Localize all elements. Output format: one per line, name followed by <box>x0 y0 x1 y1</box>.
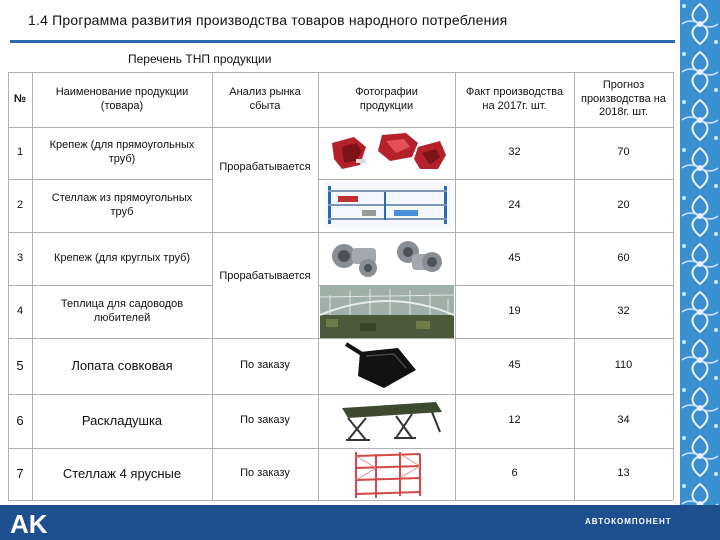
row-forecast: 70 <box>617 146 630 159</box>
table-caption: Перечень ТНП продукции <box>128 52 272 66</box>
row-name: Лопата совковая <box>71 357 173 373</box>
row-fact: 6 <box>511 467 518 480</box>
header-photo: Фотографии продукции <box>355 85 418 112</box>
rack-photo-icon <box>324 182 452 228</box>
row-forecast: 60 <box>617 251 630 264</box>
fastener-round-photo-icon <box>322 232 452 284</box>
fastener-rect-photo-icon <box>326 129 450 177</box>
row-market: По заказу <box>240 414 290 427</box>
header-name: Наименование продукции (товара) <box>55 85 189 112</box>
title-divider <box>10 40 675 43</box>
greenhouse-photo-icon <box>320 285 454 338</box>
row-forecast: 32 <box>617 304 630 317</box>
row-forecast: 20 <box>617 198 630 211</box>
row-forecast: 13 <box>617 467 630 480</box>
header-fact: Факт производства на 2017г. шт. <box>465 85 564 112</box>
ornament-pattern-icon <box>680 0 720 540</box>
row-num: 3 <box>16 251 24 264</box>
market-status: Прорабатывается <box>219 270 311 283</box>
market-status: Прорабатывается <box>219 161 311 174</box>
row-num: 2 <box>16 198 24 211</box>
row-num: 7 <box>16 465 24 481</box>
slide-title: 1.4 Программа развития производства товаров народного потребления <box>28 12 508 28</box>
row-name: Крепеж (для круглых труб) <box>53 251 191 264</box>
row-name: Стеллаж 4 ярусные <box>62 465 182 481</box>
cot-photo-icon <box>336 396 446 446</box>
shelf-photo-icon <box>348 450 428 500</box>
products-table <box>8 72 673 500</box>
row-name: Стеллаж из прямоугольных труб <box>51 191 193 218</box>
row-name: Теплица для садоводов любителей <box>60 297 184 324</box>
row-fact: 45 <box>508 359 521 372</box>
row-market: По заказу <box>240 467 290 480</box>
row-name: Крепеж (для прямоугольных труб) <box>49 139 195 165</box>
row-fact: 12 <box>508 414 521 427</box>
header-num: № <box>13 92 27 105</box>
row-fact: 24 <box>508 198 521 211</box>
company-logo-icon <box>10 509 50 537</box>
row-num: 4 <box>16 304 24 317</box>
shovel-photo-icon <box>344 340 424 392</box>
row-fact: 45 <box>508 251 521 264</box>
header-forecast: Прогноз производства на 2018г. шт. <box>580 78 667 119</box>
row-forecast: 110 <box>614 359 633 372</box>
row-num: 5 <box>16 357 24 373</box>
brand-name: АВТОКОМПОНЕНТ <box>585 517 672 526</box>
row-fact: 32 <box>508 146 521 159</box>
svg-text:AK: AK <box>10 509 48 537</box>
row-market: По заказу <box>240 359 290 372</box>
footer-band <box>0 505 720 540</box>
row-fact: 19 <box>508 304 521 317</box>
header-market: Анализ рынка сбыта <box>229 85 301 112</box>
row-name: Раскладушка <box>81 412 163 428</box>
row-forecast: 34 <box>617 414 630 427</box>
row-num: 1 <box>16 146 24 159</box>
row-num: 6 <box>16 412 24 428</box>
